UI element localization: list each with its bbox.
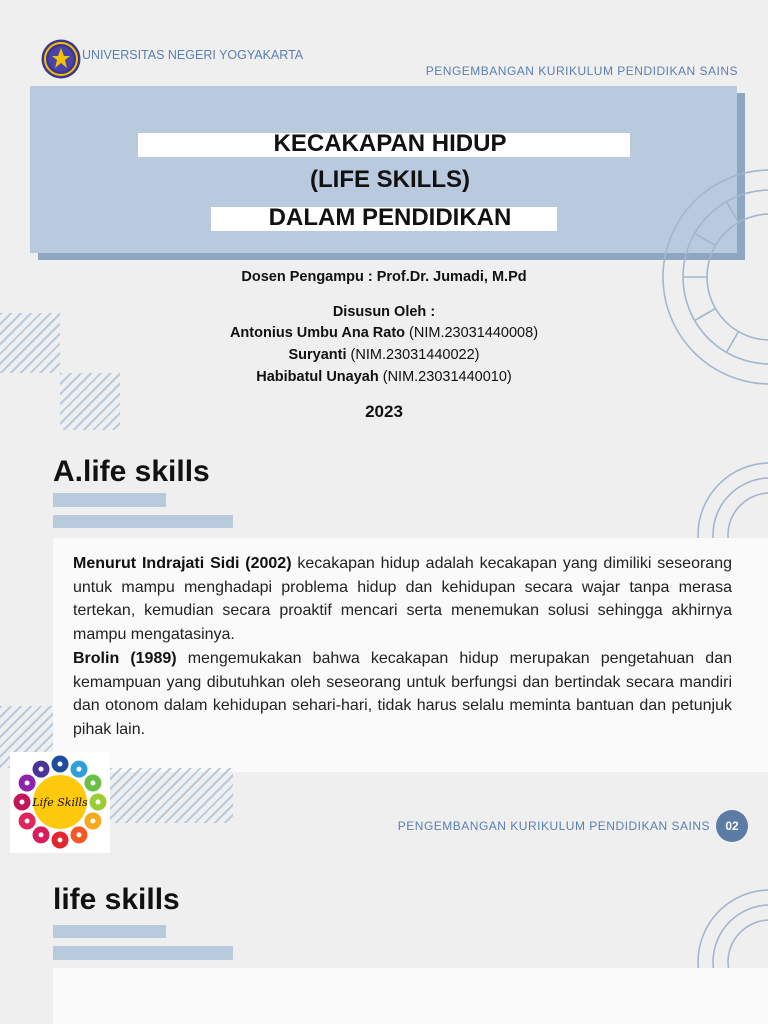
author-row bbox=[0, 344, 768, 366]
content-box bbox=[53, 968, 768, 1024]
citation-lead: Menurut Indrajati Sidi (2002) bbox=[73, 555, 292, 572]
course-title-header: PENGEMBANGAN KURIKULUM PENDIDIKAN SAINS bbox=[425, 64, 738, 78]
section-heading: A.life skills bbox=[53, 455, 210, 488]
institution-name: UNIVERSITAS NEGERI YOGYAKARTA bbox=[82, 48, 304, 62]
author-nim: (NIM.23031440008) bbox=[409, 325, 539, 341]
heading-underline-bar bbox=[53, 493, 166, 507]
university-logo-icon bbox=[41, 39, 81, 79]
page-number-badge: 02 bbox=[716, 810, 748, 842]
paragraph-text: kecakapan hidup adalah kecakapan yang dimiliki seseorang untuk mampu menghadapi problema hidup dan kehidupan secara wajar tanpa merasa tertekan, kemudian secara proaktif mencari serta menemukan solusi sehingga akhirnya mampu mengatasinya. bbox=[73, 555, 732, 644]
author-name: Suryanti bbox=[288, 347, 347, 363]
paragraph bbox=[73, 552, 732, 647]
heading-underline-bar bbox=[53, 925, 166, 938]
title-line-2: (LIFE SKILLS) bbox=[310, 166, 470, 193]
heading-underline-bar bbox=[53, 946, 233, 960]
author-nim: (NIM.23031440022) bbox=[350, 347, 480, 363]
title-line-1: KECAKAPAN HIDUP bbox=[273, 130, 507, 157]
hatch-pattern bbox=[110, 768, 233, 823]
author-row bbox=[0, 322, 768, 344]
heading-underline-bar bbox=[53, 515, 233, 528]
paragraph bbox=[73, 647, 732, 742]
author-row bbox=[0, 366, 768, 388]
title-line-3: DALAM PENDIDIKAN bbox=[268, 204, 512, 231]
lecturer-line: Dosen Pengampu : Prof.Dr. Jumadi, M.Pd bbox=[241, 269, 527, 285]
compiled-by-label: Disusun Oleh : bbox=[332, 304, 436, 320]
author-name: Habibatul Unayah bbox=[256, 369, 379, 385]
content-box bbox=[53, 538, 768, 772]
year: 2023 bbox=[365, 402, 403, 421]
citation-lead: Brolin (1989) bbox=[73, 649, 177, 667]
author-name: Antonius Umbu Ana Rato bbox=[229, 325, 406, 341]
illustration-label: Life Skills bbox=[32, 796, 88, 809]
paragraph-text: mengemukakan bahwa kecakapan hidup merupakan pengetahuan dan kemampuan yang dibutuhkan oleh seseorang untuk berfungsi dan bertindak secara mandiri dan otonom dalam kehidupan sehari-hari, tidak harus selalu meminta bantuan dan petunjuk pihak lain. bbox=[73, 649, 732, 738]
section-heading: life skills bbox=[53, 883, 180, 916]
course-title-footer: PENGEMBANGAN KURIKULUM PENDIDIKAN SAINS bbox=[397, 819, 710, 833]
author-nim: (NIM.23031440010) bbox=[382, 369, 512, 385]
life-skills-wheel-icon bbox=[10, 752, 110, 853]
